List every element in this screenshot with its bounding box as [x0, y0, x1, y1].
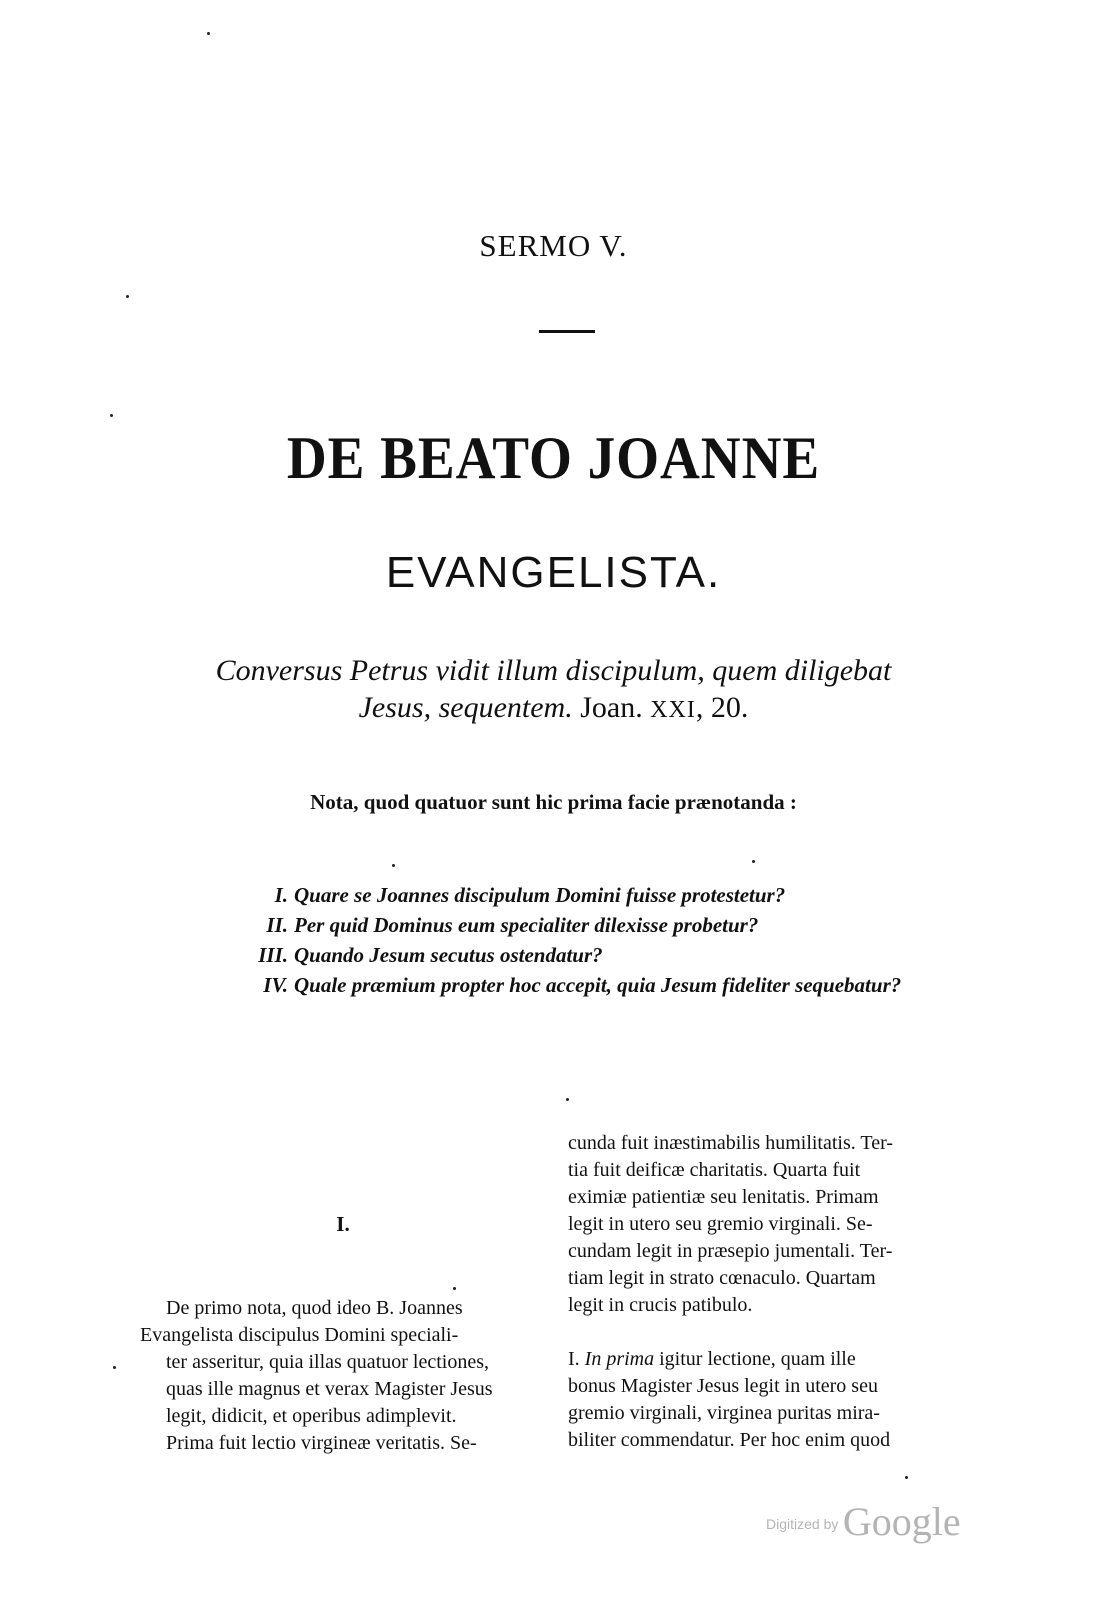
print-speck	[392, 864, 395, 867]
text-line: Prima fuit lectio virgineæ veritatis. Se-	[166, 1432, 477, 1454]
text-line: Evangelista discipulus Domini speciali-	[140, 1324, 459, 1346]
question-item	[240, 910, 1000, 940]
question-item	[240, 940, 1000, 970]
text-line: cundam legit in præsepio jumentali. Ter-	[568, 1240, 893, 1262]
question-text: Per quid Dominus eum specialiter dilexisse probetur?	[294, 913, 759, 937]
question-item	[240, 970, 1000, 1000]
print-speck	[453, 1287, 456, 1290]
text-line: gremio virginali, virginea puritas mira-	[568, 1402, 880, 1424]
digitized-watermark	[766, 1498, 961, 1545]
left-column	[140, 1295, 546, 1457]
text-line: ter asseritur, quia illas quatuor lectiones,	[166, 1351, 489, 1373]
text-line-rest: igitur lectione, quam ille	[659, 1348, 856, 1370]
verse-line-1: Conversus Petrus vidit illum discipulum, quem diligebat	[215, 654, 892, 687]
scripture-verse	[120, 652, 987, 729]
text-line: biliter commendatur. Per hoc enim quod	[568, 1429, 891, 1451]
text-line: De primo nota, quod ideo B. Joannes	[166, 1297, 463, 1319]
page-subtitle: EVANGELISTA.	[385, 548, 722, 597]
text-line	[568, 1346, 974, 1373]
question-list	[240, 880, 1000, 1000]
left-paragraph	[140, 1295, 546, 1457]
question-number: I.	[274, 883, 288, 907]
text-line: legit, didicit, et operibus adimplevit.	[166, 1405, 457, 1427]
text-line: eximiæ patientiæ seu lenitatis. Primam	[568, 1186, 879, 1208]
text-line: tiam legit in strato cœnaculo. Quartam	[568, 1267, 876, 1289]
print-speck	[126, 295, 129, 298]
watermark-prefix: Digitized by	[766, 1516, 839, 1532]
italic-phrase: In prima	[584, 1348, 655, 1370]
text-line: legit in utero seu gremio virginali. Se-	[568, 1213, 873, 1235]
divider-rule	[539, 330, 595, 333]
right-paragraph-1	[568, 1130, 974, 1319]
print-speck	[752, 860, 755, 863]
verse-number: , 20.	[695, 691, 749, 724]
section-number: I.	[336, 1212, 350, 1236]
text-line: tia fuit deificæ charitatis. Quarta fuit	[568, 1159, 861, 1181]
right-paragraph-2	[568, 1346, 974, 1454]
text-line: cunda fuit inæstimabilis humilitatis. Ter-	[568, 1132, 894, 1154]
text-line: quas ille magnus et verax Magister Jesus	[166, 1378, 493, 1400]
nota-intro: Nota, quod quatuor sunt hic prima facie prænotanda :	[310, 790, 797, 814]
verse-reference: Joan.	[580, 691, 643, 724]
text-line: bonus Magister Jesus legit in utero seu	[568, 1375, 878, 1397]
question-number: III.	[258, 943, 288, 967]
print-speck	[110, 414, 113, 417]
question-number: II.	[266, 913, 288, 937]
print-speck	[113, 1366, 116, 1369]
print-speck	[905, 1476, 908, 1479]
question-item	[240, 880, 1000, 910]
google-logo: Google	[842, 1499, 961, 1544]
question-text: Quando Jesum secutus ostendatur?	[294, 943, 603, 967]
sermon-number: SERMO V.	[479, 228, 628, 263]
question-text: Quale præmium propter hoc accepit, quia Jesum fideliter sequebatur?	[294, 973, 902, 997]
verse-chapter: XXI	[650, 697, 696, 723]
question-number: IV.	[263, 973, 288, 997]
print-speck	[566, 1098, 569, 1101]
paragraph-number: I.	[568, 1348, 580, 1370]
page-title: DE BEATO JOANNE	[286, 425, 821, 491]
text-line: legit in crucis patibulo.	[568, 1294, 753, 1316]
right-column	[568, 1130, 974, 1454]
question-text: Quare se Joannes discipulum Domini fuisse protestetur?	[294, 883, 786, 907]
verse-line-2-italic: Jesus, sequentem.	[358, 691, 573, 724]
print-speck	[207, 32, 210, 35]
